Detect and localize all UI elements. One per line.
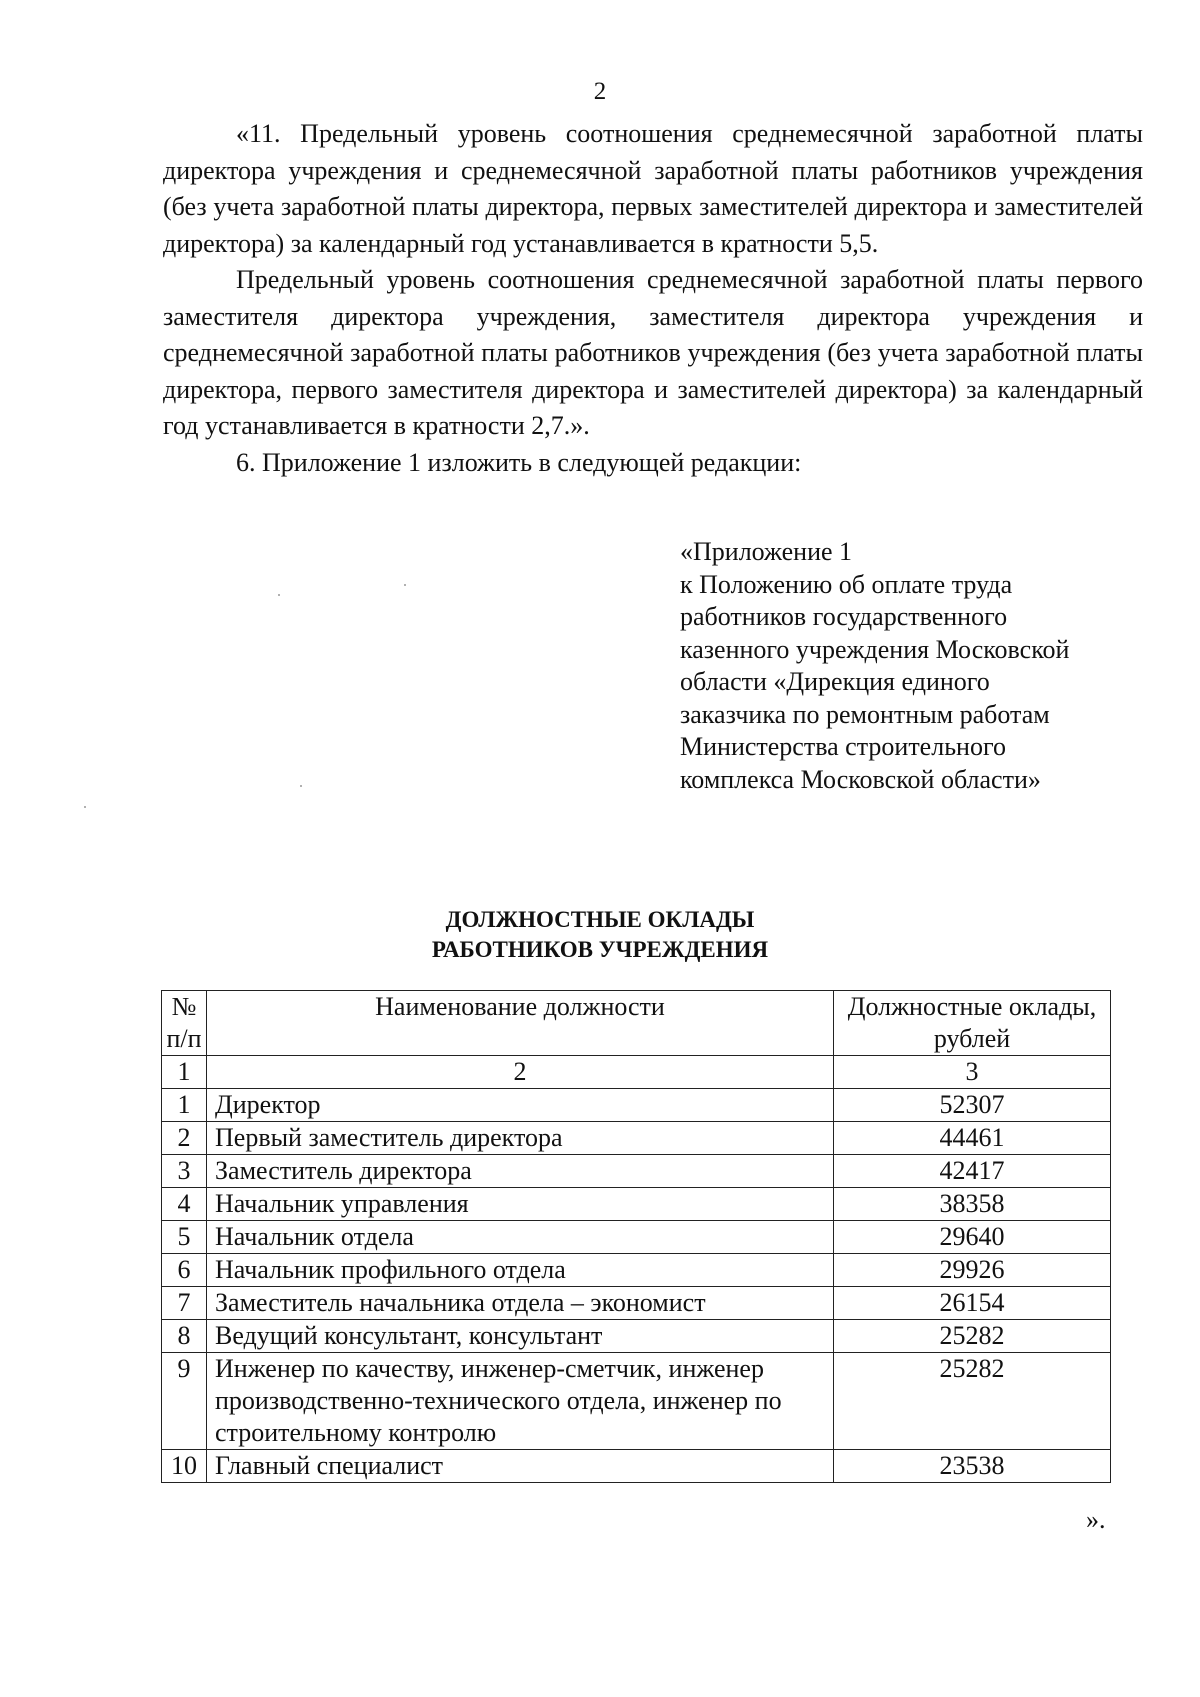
- column-number: 3: [834, 1056, 1111, 1089]
- row-num: 4: [162, 1188, 207, 1221]
- paragraph-3: 6. Приложение 1 изложить в следующей редакции:: [236, 447, 802, 477]
- header-num: № п/п: [162, 991, 207, 1056]
- row-num: 3: [162, 1155, 207, 1188]
- row-position: Ведущий консультант, консультант: [207, 1320, 834, 1353]
- table-row: [162, 1450, 1111, 1483]
- appendix-note-line: комплекса Московской области»: [680, 764, 1041, 794]
- row-salary: 29926: [834, 1254, 1111, 1287]
- row-position: Начальник профильного отдела: [207, 1254, 834, 1287]
- header-salary: Должностные оклады, рублей: [834, 991, 1111, 1056]
- paragraph-2: Предельный уровень соотношения среднемесячной заработной платы первого заместителя директора учреждения, заместителя директора учреждения и среднемесячной заработной платы работников учреждения (без учета заработной платы директора, первого заместителя директора и заместителей директора) за календарный год устанавливается в кратности 2,7.».: [163, 265, 1143, 440]
- row-num: 5: [162, 1221, 207, 1254]
- scan-speck: [84, 806, 86, 808]
- appendix-note: [680, 536, 1120, 796]
- row-num: 6: [162, 1254, 207, 1287]
- body-text: [163, 116, 1143, 481]
- row-position: Инженер по качеству, инженер-сметчик, инженер производственно-технического отдела, инженер по строительному контролю: [207, 1353, 834, 1450]
- table-title: [0, 905, 1200, 965]
- salary-table: [161, 990, 1111, 1483]
- table-title-line-1: ДОЛЖНОСТНЫЕ ОКЛАДЫ: [445, 907, 755, 932]
- row-position: Заместитель начальника отдела – экономист: [207, 1287, 834, 1320]
- appendix-note-line: казенного учреждения Московской: [680, 634, 1070, 664]
- row-num: 7: [162, 1287, 207, 1320]
- row-position: Главный специалист: [207, 1450, 834, 1483]
- table-row: [162, 1254, 1111, 1287]
- row-num: 1: [162, 1089, 207, 1122]
- header-name: Наименование должности: [207, 991, 834, 1056]
- row-num: 8: [162, 1320, 207, 1353]
- table-body: [162, 1089, 1111, 1483]
- row-num: 10: [162, 1450, 207, 1483]
- table-column-numbers-row: [162, 1056, 1111, 1089]
- row-salary: 44461: [834, 1122, 1111, 1155]
- appendix-note-line: Министерства строительного: [680, 732, 1006, 761]
- row-position: Начальник отдела: [207, 1221, 834, 1254]
- closing-quote: ».: [1086, 1505, 1106, 1534]
- table-row: [162, 1122, 1111, 1155]
- appendix-note-line: работников государственного: [680, 602, 1008, 631]
- row-salary: 25282: [834, 1353, 1111, 1450]
- table-row: [162, 1287, 1111, 1320]
- row-salary: 38358: [834, 1188, 1111, 1221]
- appendix-note-line: к Положению об оплате труда: [680, 569, 1013, 599]
- row-position: Директор: [207, 1089, 834, 1122]
- row-position: Первый заместитель директора: [207, 1122, 834, 1155]
- row-position: Начальник управления: [207, 1188, 834, 1221]
- column-number: 1: [162, 1056, 207, 1089]
- scan-speck: [404, 584, 406, 586]
- row-salary: 29640: [834, 1221, 1111, 1254]
- table-row: [162, 1155, 1111, 1188]
- row-salary: 42417: [834, 1155, 1111, 1188]
- row-num: 9: [162, 1353, 207, 1450]
- column-number: 2: [207, 1056, 834, 1089]
- scan-speck: [278, 594, 280, 596]
- table-row: [162, 1188, 1111, 1221]
- table-row: [162, 1353, 1111, 1450]
- row-salary: 23538: [834, 1450, 1111, 1483]
- scan-speck: [300, 785, 302, 787]
- table-header-row: [162, 991, 1111, 1056]
- table-title-line-2: РАБОТНИКОВ УЧРЕЖДЕНИЯ: [431, 937, 769, 962]
- appendix-note-line: области «Дирекция единого: [680, 667, 990, 696]
- row-salary: 26154: [834, 1287, 1111, 1320]
- table-row: [162, 1320, 1111, 1353]
- table-row: [162, 1221, 1111, 1254]
- appendix-note-line: «Приложение 1: [680, 537, 853, 566]
- row-salary: 52307: [834, 1089, 1111, 1122]
- page-number: 2: [593, 78, 607, 105]
- table-row: [162, 1089, 1111, 1122]
- row-position: Заместитель директора: [207, 1155, 834, 1188]
- paragraph-1: «11. Предельный уровень соотношения среднемесячной заработной платы директора учреждения и среднемесячной заработной платы работников учреждения (без учета заработной платы директора, первых заместителей директора и заместителей директора) за календарный год устанавливается в кратности 5,5.: [163, 119, 1143, 258]
- appendix-note-line: заказчика по ремонтным работам: [680, 699, 1050, 729]
- row-salary: 25282: [834, 1320, 1111, 1353]
- row-num: 2: [162, 1122, 207, 1155]
